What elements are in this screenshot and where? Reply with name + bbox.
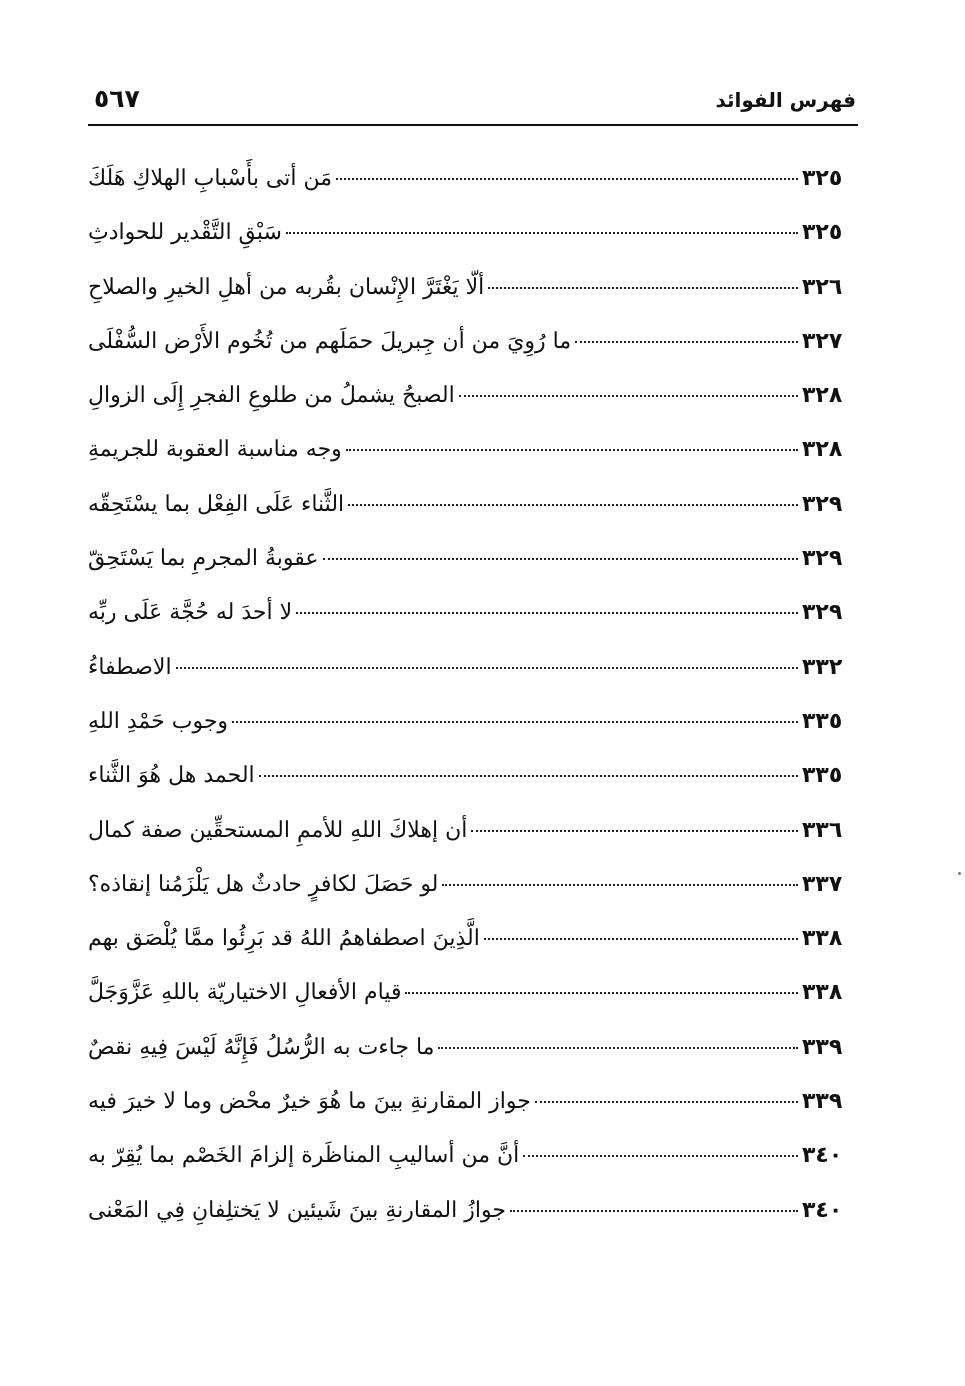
toc-leader-dots (348, 504, 798, 506)
toc-leader-dots (510, 1210, 798, 1212)
toc-entry (82, 972, 860, 1026)
toc-leader-dots (438, 1047, 798, 1049)
toc-entry-title: سَبْقِ التَّقْدير للحوادثِ (88, 220, 282, 246)
page-number: ٥٦٧ (94, 84, 140, 113)
toc-entry-title: ما رُوِيَ من أن جِبريلَ حمَلَهم من تُخُوم الأَرْض السُّفْلَى (88, 328, 572, 354)
toc-leader-dots (484, 938, 798, 940)
toc-entry (82, 375, 860, 429)
toc-entry-title: عقوبةُ المجرمِ بما يَسْتَحِقّ (88, 546, 319, 572)
toc-entry-page: ٣٣٩ (802, 1034, 843, 1060)
toc-entry (82, 918, 860, 972)
toc-entry-page: ٣٣٨ (802, 980, 843, 1006)
toc-entry-page: ٣٢٥ (802, 220, 843, 246)
toc-entry-title: أن إهلاكَ اللهِ للأممِ المستحقِّين صفة كمال (88, 817, 468, 843)
toc-entry-title: لا أحدَ له حُجَّة عَلَى ربِّه (88, 600, 293, 626)
toc-leader-dots (346, 449, 798, 451)
toc-entry-title: قيام الأفعالِ الاختياريّة باللهِ عَزَّوَجَلَّ (88, 980, 402, 1006)
toc-entry (82, 212, 860, 266)
toc-entry (82, 647, 860, 701)
toc-entry-page: ٣٢٧ (802, 328, 843, 354)
toc-leader-dots (405, 992, 798, 994)
toc-entry-page: ٣٣٦ (802, 817, 843, 843)
toc-entry-title: وجوب حَمْدِ اللهِ (88, 708, 229, 734)
toc-leader-dots (296, 612, 798, 614)
toc-leader-dots (176, 667, 798, 669)
toc-entry-page: ٣٣٥ (802, 708, 843, 734)
toc-leader-dots (286, 232, 798, 234)
toc-list (82, 158, 860, 1244)
toc-entry (82, 1135, 860, 1189)
toc-entry (82, 1190, 860, 1244)
toc-entry (82, 267, 860, 321)
toc-entry (82, 810, 860, 864)
toc-leader-dots (488, 287, 798, 289)
toc-entry-title: جوازُ المقارنةِ بينَ شَيئين لا يَختلِفانِ فِي المَعْنى (88, 1197, 506, 1223)
toc-entry-page: ٣٢٩ (802, 600, 843, 626)
page-header (88, 78, 858, 126)
toc-entry (82, 755, 860, 809)
header-title: فهرس الفوائد (715, 88, 856, 112)
toc-entry (82, 864, 860, 918)
toc-leader-dots (471, 830, 798, 832)
toc-entry-page: ٣٣٥ (802, 763, 843, 789)
toc-entry-page: ٣٢٩ (802, 491, 843, 517)
toc-entry (82, 538, 860, 592)
toc-entry-title: الصبحُ يشملُ من طلوعِ الفجرِ إِلَى الزوالِ (88, 383, 455, 409)
toc-entry-page: ٣٣٧ (802, 871, 843, 897)
toc-entry-page: ٣٢٦ (802, 274, 843, 300)
toc-leader-dots (232, 721, 798, 723)
toc-entry-title: الَّذِينَ اصطفاهمُ اللهُ قد بَرِئُوا ممَّا يُلْصَق بهم (88, 926, 480, 952)
toc-entry-page: ٣٤٠ (802, 1143, 843, 1169)
toc-entry-page: ٣٣٨ (802, 926, 843, 952)
toc-entry (82, 321, 860, 375)
toc-leader-dots (323, 558, 799, 560)
toc-entry-page: ٣٣٩ (802, 1089, 843, 1115)
toc-entry-page: ٣٣٢ (802, 654, 843, 680)
toc-entry (82, 1027, 860, 1081)
toc-entry-title: الاصطفاءُ (88, 654, 172, 680)
toc-entry-title: جواز المقارنةِ بينَ ما هُوَ خيرٌ محْض وما لا خيرَ فيه (88, 1089, 531, 1115)
toc-entry (82, 484, 860, 538)
toc-leader-dots (523, 1155, 798, 1157)
toc-leader-dots (535, 1101, 798, 1103)
toc-leader-dots (336, 178, 798, 180)
toc-entry-title: ما جاءت به الرُّسُلُ فَإِنَّهُ لَيْسَ فِيهِ نقصٌ (88, 1034, 435, 1060)
toc-entry-title: مَن أتى بأَسْبابِ الهلاكِ هَلَكَ (88, 166, 333, 191)
toc-leader-dots (259, 775, 798, 777)
toc-entry (82, 1081, 860, 1135)
toc-entry-page: ٣٢٨ (802, 383, 843, 409)
toc-leader-dots (575, 341, 798, 343)
toc-entry-title: الحمد هل هُوَ الثَّناء (88, 763, 255, 789)
toc-entry (82, 701, 860, 755)
toc-leader-dots (459, 395, 798, 397)
toc-entry (82, 429, 860, 483)
toc-leader-dots (442, 884, 798, 886)
toc-entry-page: ٣٢٨ (802, 437, 843, 463)
toc-entry-page: ٣٤٠ (802, 1197, 843, 1223)
toc-entry-page: ٣٢٥ (802, 166, 843, 191)
toc-entry (82, 158, 860, 212)
toc-entry-title: وجه مناسبة العقوبة للجريمةِ (88, 437, 342, 463)
toc-entry (82, 592, 860, 646)
toc-entry-title: لو حَصَلَ لكافرٍ حادثٌ هل يَلْزَمُنا إنقاذه؟ (88, 871, 439, 897)
toc-entry-title: ألّا يَغْتَرَّ الإِنْسان بقُربه من أهلِ الخيرِ والصلاحِ (88, 274, 485, 300)
scan-speck (958, 872, 961, 875)
toc-entry-title: الثَّناء عَلَى الفِعْل بما يسْتَحِقّه (88, 491, 345, 517)
toc-entry-title: أنَّ من أساليبِ المناظَرة إلزامَ الخَصْم بما يُقِرّ به (88, 1143, 520, 1169)
toc-entry-page: ٣٢٩ (802, 546, 843, 572)
